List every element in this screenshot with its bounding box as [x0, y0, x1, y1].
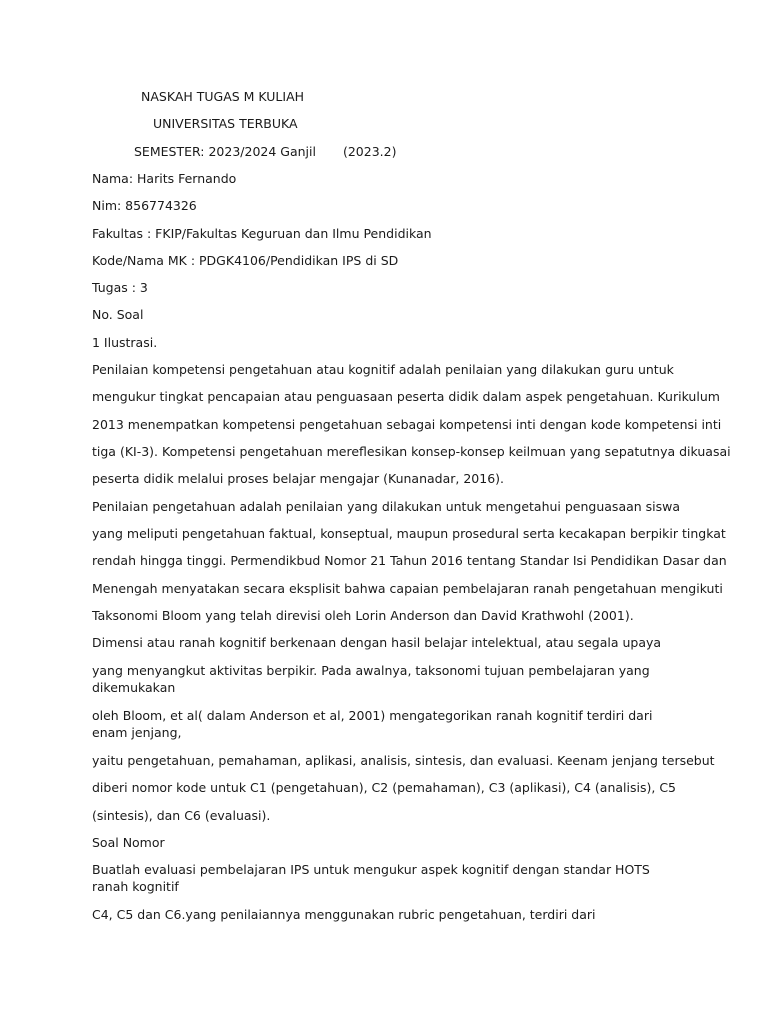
faculty: Fakultas : FKIP/Fakultas Keguruan dan Ilmu Pendidikan — [92, 226, 432, 241]
question-line: C4, C5 dan C6.yang penilaiannya menggunakan rubric pengetahuan, terdiri dari — [92, 907, 596, 922]
paragraph-line: Penilaian kompetensi pengetahuan atau kognitif adalah penilaian yang dilakukan guru untuk — [92, 362, 674, 377]
student-nim: Nim: 856774326 — [92, 198, 197, 213]
semester-period: (2023.2) — [342, 144, 397, 159]
paragraph-line: Dimensi atau ranah kognitif berkenaan dengan hasil belajar intelektual, atau segala upaya — [92, 635, 662, 650]
assignment-number: Tugas : 3 — [92, 280, 148, 295]
question-line: Buatlah evaluasi pembelajaran IPS untuk mengukur aspek kognitif dengan standar HOTS ranah kognitif — [92, 862, 650, 894]
course-code: Kode/Nama MK : PDGK4106/Pendidikan IPS di SD — [92, 253, 399, 268]
paragraph-line: Menengah menyatakan secara eksplisit bahwa capaian pembelajaran ranah pengetahuan mengikuti — [92, 581, 723, 596]
question-heading: Soal Nomor — [92, 835, 165, 850]
student-name: Nama: Harits Fernando — [92, 171, 237, 186]
illustration-heading: 1 Ilustrasi. — [92, 335, 158, 350]
semester-text: SEMESTER: 2023/2024 Ganjil — [134, 144, 316, 159]
paragraph-line: Penilaian pengetahuan adalah penilaian yang dilakukan untuk mengetahui penguasaan siswa — [92, 499, 681, 514]
paragraph-line: yang meliputi pengetahuan faktual, konseptual, maupun prosedural serta kecakapan berpikir tingkat — [92, 526, 726, 541]
paragraph-line: (sintesis), dan C6 (evaluasi). — [92, 808, 271, 823]
paragraph-line: 2013 menempatkan kompetensi pengetahuan sebagai kompetensi inti dengan kode kompetensi inti — [92, 417, 722, 432]
header-title: NASKAH TUGAS M KULIAH — [141, 89, 305, 104]
paragraph-line: Taksonomi Bloom yang telah direvisi oleh Lorin Anderson dan David Krathwohl (2001). — [92, 608, 634, 623]
question-number-label: No. Soal — [92, 307, 144, 322]
paragraph-line: diberi nomor kode untuk C1 (pengetahuan), C2 (pemahaman), C3 (aplikasi), C4 (analisis), C5 — [92, 780, 676, 795]
paragraph-line: tiga (KI-3). Kompetensi pengetahuan mereflesikan konsep-konsep keilmuan yang sepatutnya dikuasai — [92, 444, 731, 459]
paragraph-line: peserta didik melalui proses belajar mengajar (Kunanadar, 2016). — [92, 471, 505, 486]
paragraph-line: yang menyangkut aktivitas berpikir. Pada awalnya, taksonomi tujuan pembelajaran yang dikemukakan — [92, 663, 650, 695]
paragraph-line: mengukur tingkat pencapaian atau penguasaan peserta didik dalam aspek pengetahuan. Kurikulum — [92, 389, 720, 404]
paragraph-line: rendah hingga tinggi. Permendikbud Nomor 21 Tahun 2016 tentang Standar Isi Pendidikan Dasar dan — [92, 553, 727, 568]
paragraph-line: oleh Bloom, et al( dalam Anderson et al, 2001) mengategorikan ranah kognitif terdiri dari enam jenjang, — [92, 708, 653, 740]
header-semester — [134, 143, 724, 160]
header-university: UNIVERSITAS TERBUKA — [153, 116, 298, 131]
paragraph-line: yaitu pengetahuan, pemahaman, aplikasi, analisis, sintesis, dan evaluasi. Keenam jenjang tersebut — [92, 753, 715, 768]
